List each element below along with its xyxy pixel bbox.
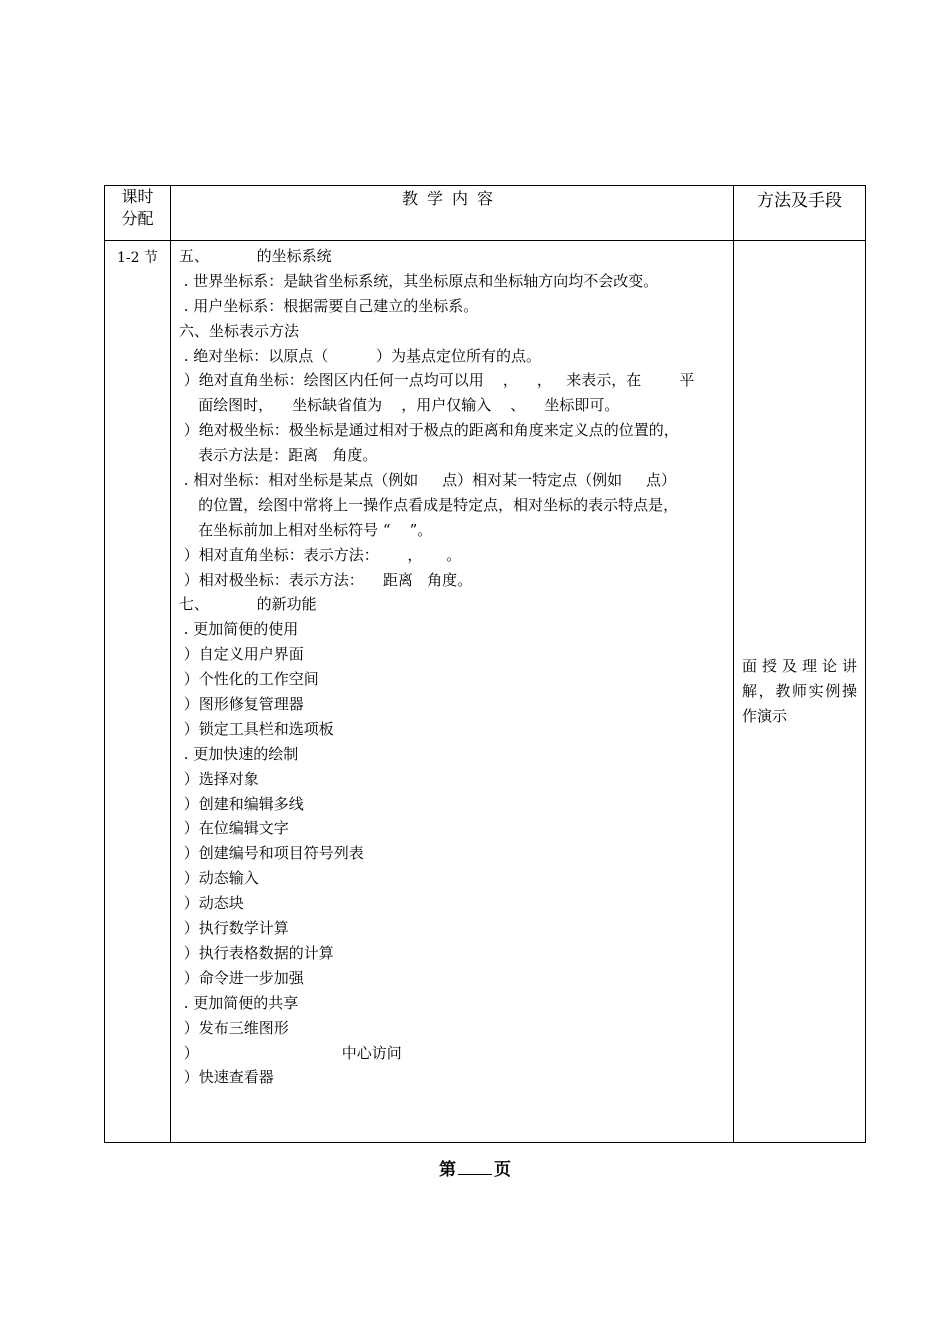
content-cell: [171, 241, 734, 1143]
content-line: . 相对坐标：相对坐标是某点（例如 点）相对某一特定点（例如 点）: [179, 471, 676, 490]
content-line: ）创建和编辑多线: [179, 794, 304, 813]
header-method: [734, 186, 866, 241]
content-line: ）图形修复管理器: [179, 695, 304, 714]
content-line: ）命令进一步加强: [179, 968, 304, 987]
header-time-allocation: [105, 186, 171, 241]
hours-value: 1-2 节: [117, 250, 158, 266]
hours-cell: [105, 241, 171, 1143]
content-line: ）相对极坐标：表示方法： 距离 角度。: [179, 570, 473, 589]
method-cell: [734, 241, 866, 1143]
content-line: ）执行表格数据的计算: [179, 943, 334, 962]
method-text: 面授及理论讲解，教师实例操作演示: [742, 657, 857, 725]
footer-suffix: 页: [494, 1160, 511, 1180]
content-line: ）相对直角坐标：表示方法： ， 。: [179, 545, 462, 564]
content-line: ）动态块: [179, 894, 244, 913]
content-line: ）发布三维图形: [179, 1018, 289, 1037]
page-footer: [0, 1155, 950, 1180]
header-time-label-1: 课时: [121, 187, 154, 206]
lesson-plan-sheet: [104, 185, 866, 1143]
content-line: 表示方法是：距离 角度。: [179, 446, 378, 465]
content-line: ）个性化的工作空间: [179, 670, 319, 689]
header-method-label: 方法及手段: [757, 191, 842, 211]
content-line: ）自定义用户界面: [179, 645, 304, 664]
page-number-blank: [458, 1158, 492, 1175]
content-lines: [179, 244, 725, 1090]
content-line: ）选择对象: [179, 769, 259, 788]
content-line: ）动态输入: [179, 869, 259, 888]
content-line: ）快速查看器: [179, 1068, 274, 1087]
content-line: . 更加简便的使用: [179, 620, 299, 639]
content-line: . 更加快速的绘制: [179, 744, 299, 763]
content-line: ）执行数学计算: [179, 919, 289, 938]
content-line: ）锁定工具栏和选项板: [179, 719, 334, 738]
header-time-label-2: 分配: [121, 209, 154, 228]
content-line: 六、坐标表示方法: [179, 321, 300, 340]
content-line: 五、 的坐标系统: [179, 247, 332, 265]
header-content-label: 教学内容: [401, 189, 502, 208]
content-line: 面绘图时， 坐标缺省值为 ，用户仅输入 、 坐标即可。: [179, 396, 620, 415]
content-line: . 绝对坐标：以原点（ ）为基点定位所有的点。: [179, 346, 541, 365]
content-line: ）绝对直角坐标：绘图区内任何一点均可以用 ， ， 来表示，在 平: [179, 371, 695, 390]
footer-prefix: 第: [439, 1160, 456, 1180]
header-teaching-content: [171, 186, 734, 241]
content-line: . 更加简便的共享: [179, 993, 299, 1012]
lesson-plan-table: [104, 185, 866, 1143]
content-line: ）绝对极坐标：极坐标是通过相对于极点的距离和角度来定义点的位置的，: [179, 421, 679, 440]
content-line: ）创建编号和项目符号列表: [179, 844, 364, 863]
content-line: . 用户坐标系：根据需要自己建立的坐标系。: [179, 296, 479, 315]
table-header-row: [105, 186, 866, 241]
content-line: . 世界坐标系：是缺省坐标系统，其坐标原点和坐标轴方向均不会改变。: [179, 271, 659, 290]
content-line: 在坐标前加上相对坐标符号 “ ”。: [179, 520, 433, 539]
content-line: 七、 的新功能: [179, 595, 317, 614]
content-line: 的位置，绘图中常将上一操作点看成是特定点，相对坐标的表示特点是，: [179, 495, 679, 514]
content-line: ） 中心访问: [179, 1043, 402, 1062]
content-line: ）在位编辑文字: [179, 819, 289, 838]
table-row: [105, 241, 866, 1143]
